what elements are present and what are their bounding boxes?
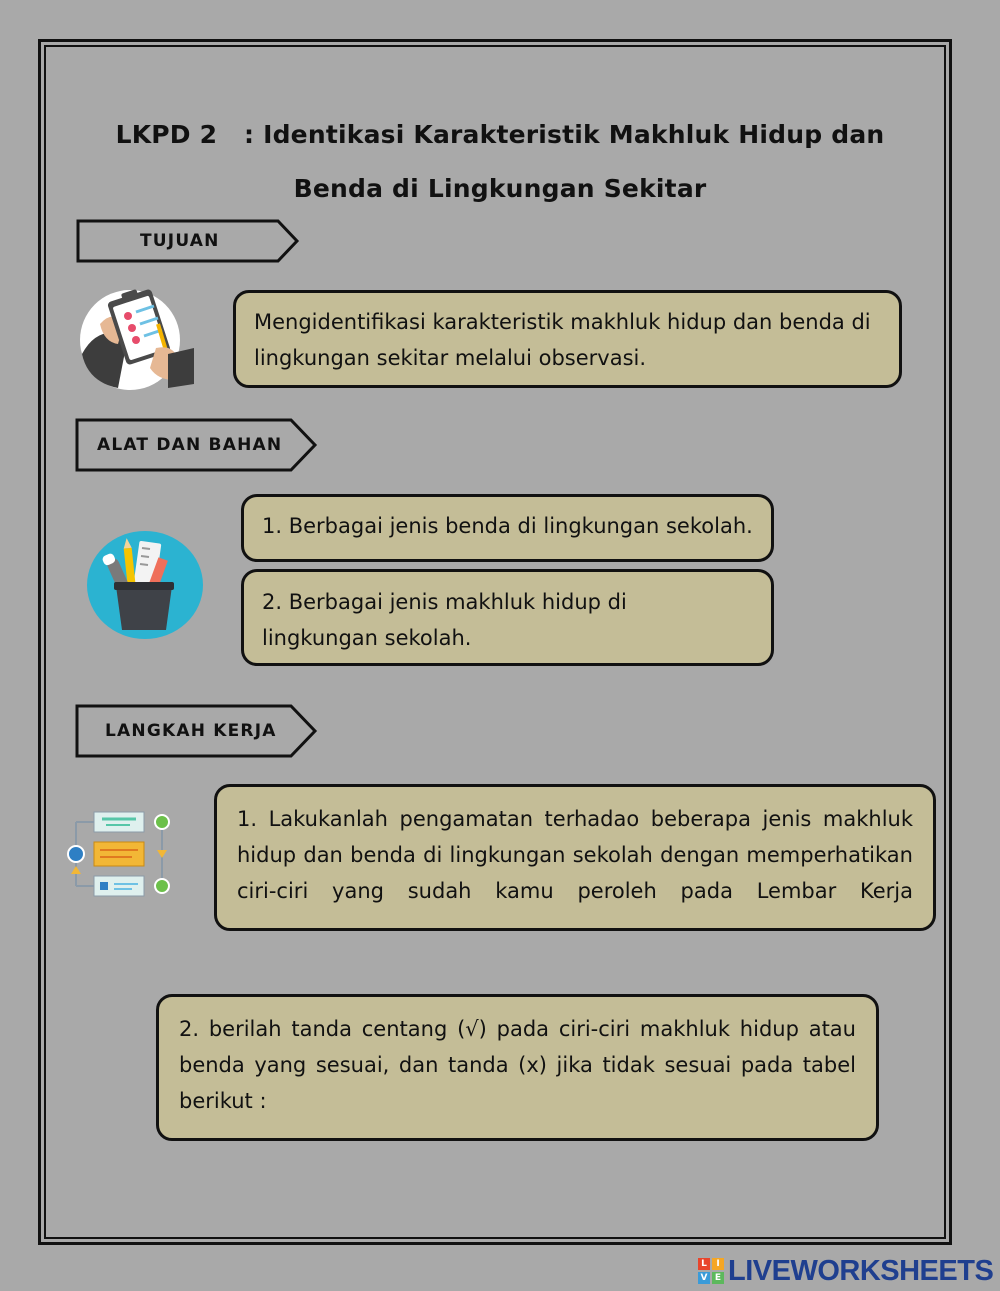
logo-mark-e: E [712,1272,724,1284]
langkah-step-1-box [214,784,936,931]
section-tag-alat-dan-bahan [75,418,319,472]
alat-item-2-text: 2. Berbagai jenis makhluk hidup di lingkungan sekolah. [262,590,627,650]
langkah-step-2-box [156,994,879,1141]
liveworksheets-logo[interactable] [698,1255,993,1287]
logo-mark-l: L [698,1258,710,1270]
alat-item-2-box [241,569,774,666]
section-label-tujuan: TUJUAN [140,231,220,251]
tujuan-text: Mengidentifikasi karakteristik makhluk hidup dan benda di lingkungan sekitar melalui observasi. [254,310,871,370]
section-tag-langkah-kerja [75,704,319,758]
section-label-langkah-kerja: LANGKAH KERJA [105,721,277,741]
flowchart-icon [64,808,176,900]
logo-mark-v: V [698,1272,710,1284]
langkah-step-2-text: 2. berilah tanda centang (√) pada ciri-ciri makhluk hidup atau benda yang sesuai, dan tanda (x) jika tidak sesuai pada tabel berikut : [179,1017,856,1113]
logo-text: LIVEWORKSHEETS [728,1254,994,1287]
logo-mark-i: I [712,1258,724,1270]
alat-item-1-text: 1. Berbagai jenis benda di lingkungan sekolah. [262,514,753,538]
section-label-alat-dan-bahan: ALAT DAN BAHAN [97,435,283,455]
langkah-step-1-text: 1. Lakukanlah pengamatan terhadao beberapa jenis makhluk hidup dan benda di lingkungan sekolah dengan memperhatikan ciri-ciri yang sudah kamu peroleh pada Lembar Kerja [237,807,913,903]
logo-mark-icon [698,1258,724,1284]
clipboard-icon [78,284,196,392]
page-title-line-2: Benda di Lingkungan Sekitar [293,174,707,203]
pencil-cup-icon [86,530,204,640]
section-tag-tujuan [76,219,300,263]
page-title-line-1: LKPD 2 : Identikasi Karakteristik Makhluk Hidup dan [115,120,885,149]
alat-item-1-box [241,494,774,562]
tujuan-text-box [233,290,902,388]
